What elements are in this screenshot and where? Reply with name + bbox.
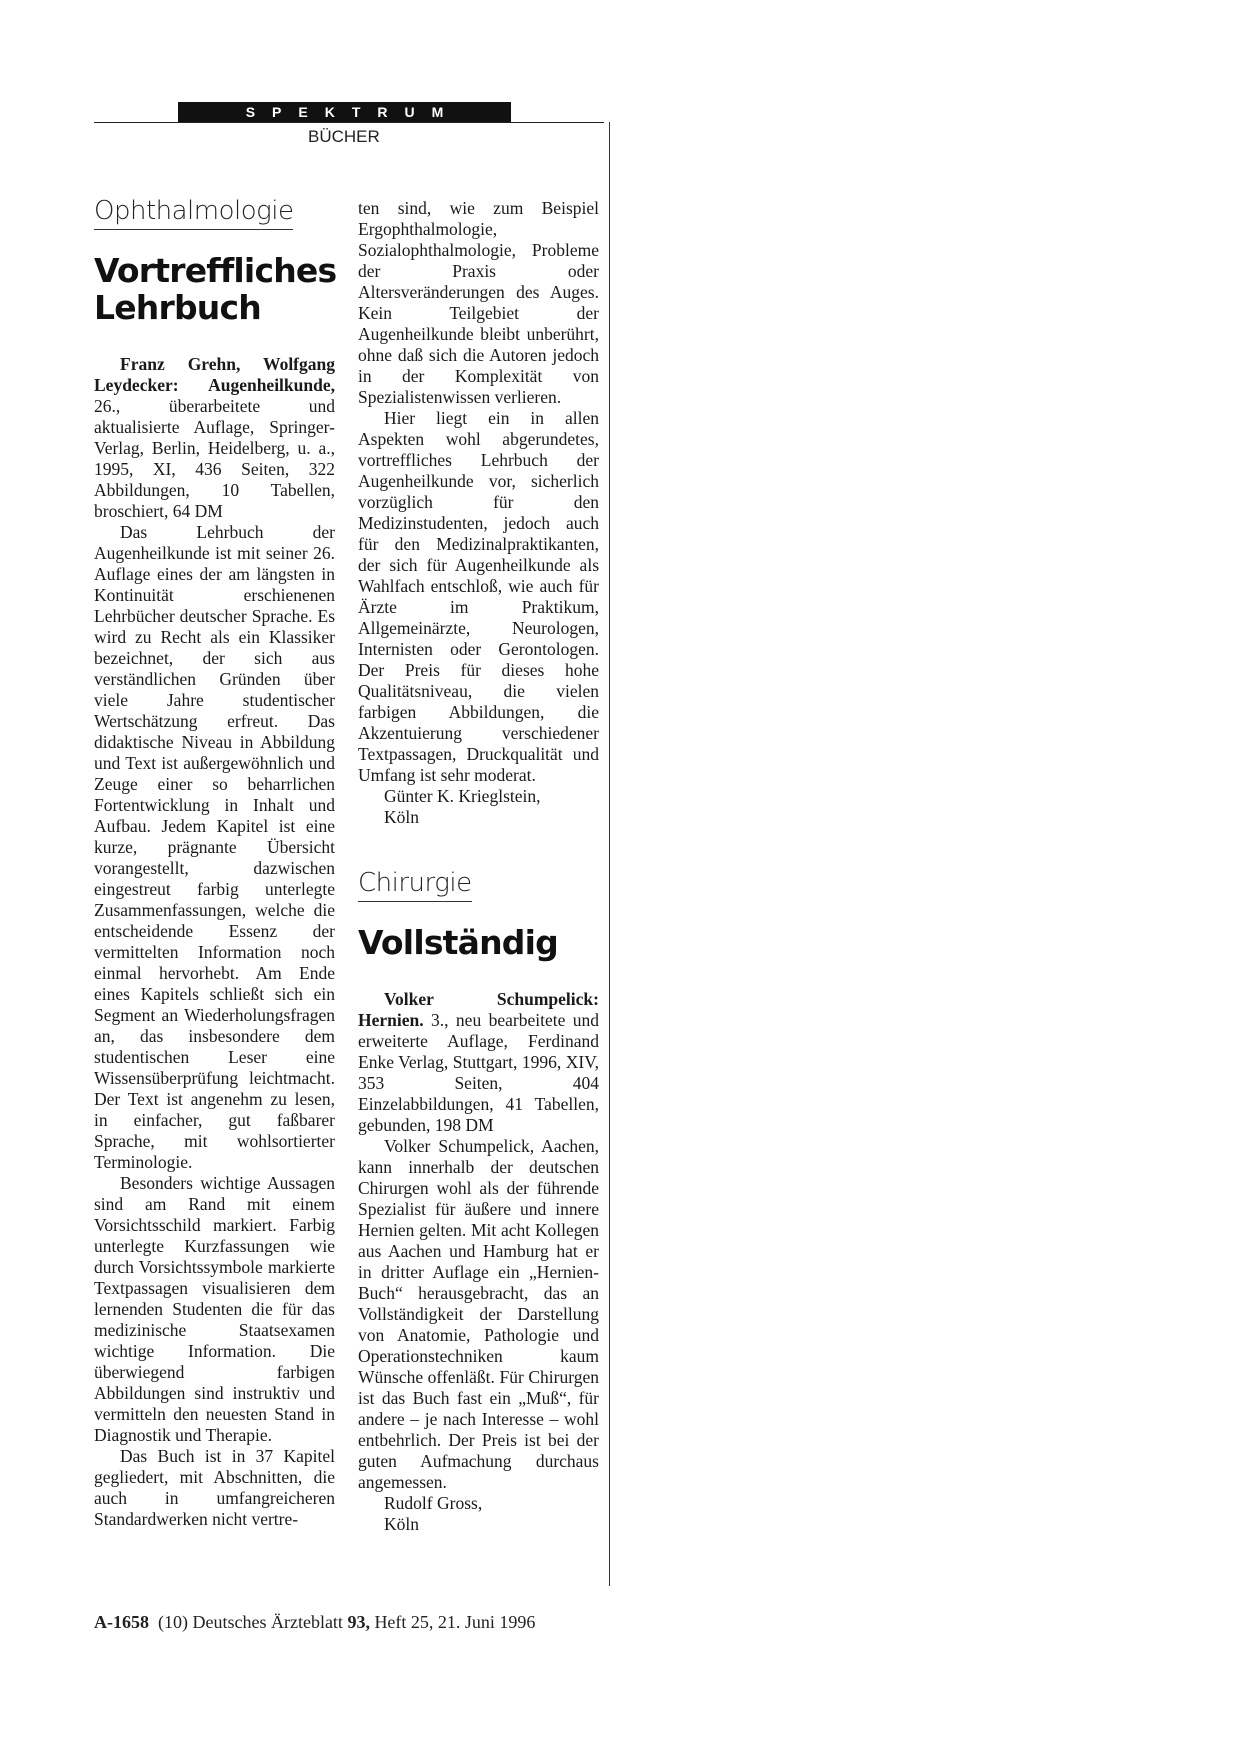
journal-volume: 93, bbox=[347, 1612, 370, 1632]
journal-issue: Heft 25, 21. Juni 1996 bbox=[374, 1612, 536, 1632]
section-subtitle: BÜCHER bbox=[308, 127, 380, 146]
column-rule bbox=[609, 122, 610, 1586]
headline-article1: Vortreffliches Lehrbuch bbox=[94, 251, 337, 327]
bibliography-article1: Franz Grehn, Wolfgang Leydecker: Augenheilkunde, 26., überarbeitete und aktualisierte Auflage, Springer-Verlag, Berlin, Heidelberg, u. a., 1995, XI, 436 Seiten, 322 Abbildungen, 10 Tabellen, broschiert, 64 DM bbox=[94, 354, 335, 521]
author-city: Köln bbox=[384, 807, 419, 827]
journal-name: (10) Deutsches Ärzteblatt bbox=[158, 1612, 343, 1632]
author-city: Köln bbox=[384, 1514, 419, 1534]
paragraph-continuation: ten sind, wie zum Beispiel Ergophthalmologie, Sozialophthalmologie, Probleme der Praxis oder Altersveränderungen des Auges. Kein Teilgebiet der Augenheilkunde bleibt unberührt, ohne daß sich die Autoren jedoch in der Komplexität von Spezialistenwissen verlieren. bbox=[358, 198, 599, 407]
paragraph: Hier liegt ein in allen Aspekten wohl abgerundetes, vortreffliches Lehrbuch der Augenheilkunde vor, sicherlich vorzüglich für den Medizinstudenten, jedoch auch für den Medizinalpraktikanten, der sich für Augenheilkunde als Wahlfach entschloß, wie auch für Ärzte im Praktikum, Allgemeinärzte, Neurologen, Internisten oder Gerontologen. Der Preis für dieses hohe Qualitätsniveau, die vielen farbigen Abbildungen, die Akzentuierung verschiedener Textpassagen, Druckqualität und Umfang ist sehr moderat. bbox=[358, 408, 599, 785]
section-kicker: SPEKTRUM bbox=[178, 102, 511, 122]
section-label-ophthalmology: Ophthalmologie bbox=[94, 196, 293, 230]
paragraph-continued: Das Buch ist in 37 Kapitel gegliedert, mit Abschnitten, die auch in umfangreicheren Standardwerken nicht vertre- bbox=[94, 1446, 335, 1529]
author-name: Rudolf Gross, bbox=[384, 1493, 483, 1513]
column-left bbox=[94, 196, 335, 1530]
header-rule bbox=[94, 122, 604, 123]
section-label-surgery: Chirurgie bbox=[358, 868, 472, 902]
page-number: A-1658 bbox=[94, 1612, 149, 1632]
paragraph: Das Lehrbuch der Augenheilkunde ist mit seiner 26. Auflage eines der am längsten in Kontinuität erschienenen Lehrbücher deutscher Sprache. Es wird zu Recht als ein Klassiker bezeichnet, der sich aus verständlichen Gründen über viele Jahre studentischer Wertschätzung erfreut. Das didaktische Niveau in Abbildung und Text ist außergewöhnlich und Zeuge einer so beharrlichen Fortentwicklung in Inhalt und Aufbau. Jedem Kapitel ist eine kurze, prägnante Übersicht vorangestellt, dazwischen eingestreut farbig unterlegte Zusammenfassungen, welche die entscheidende Essenz der vermittelten Information noch einmal hervorhebt. Am Ende eines Kapitels schließt sich ein Segment an Wiederholungsfragen an, das insbesondere dem studentischen Leser eine Wissensüberprüfung leichtmacht. Der Text ist angenehm zu lesen, in einfacher, gut faßbarer Sprache, mit wohlsortierter Terminologie. bbox=[94, 522, 335, 1172]
column-right bbox=[358, 198, 599, 1535]
paragraph: Besonders wichtige Aussagen sind am Rand mit einem Vorsichtsschild markiert. Farbig unterlegte Kurzfassungen wie durch Vorsichtssymbole markierte Textpassagen visualisieren dem lernenden Studenten die für das medizinische Staatsexamen wichtige Information. Die überwiegend farbigen Abbildungen sind instruktiv und vermitteln den neuesten Stand in Diagnostik und Therapie. bbox=[94, 1173, 335, 1445]
page-footer bbox=[94, 1612, 535, 1633]
bibliography-article2: Volker Schumpelick: Hernien. 3., neu bearbeitete und erweiterte Auflage, Ferdinand Enke Verlag, Stuttgart, 1996, XIV, 353 Seiten, 404 Einzelabbildungen, 41 Tabellen, gebunden, 198 DM bbox=[358, 989, 599, 1135]
paragraph: Volker Schumpelick, Aachen, kann innerhalb der deutschen Chirurgen wohl als der führende Spezialist für äußere und innere Hernien gelten. Mit acht Kollegen aus Aachen und Hamburg hat er in dritter Auflage ein „Hernien-Buch“ herausgebracht, das an Vollständigkeit der Darstellung von Anatomie, Pathologie und Operationstechniken kaum Wünsche offenläßt. Für Chirurgen ist das Buch fast ein „Muß“, für andere – je nach Interesse – wohl entbehrlich. Der Preis ist bei der guten Aufmachung durchaus angemessen. bbox=[358, 1136, 599, 1492]
author-name: Günter K. Krieglstein, bbox=[384, 786, 541, 806]
headline-article2: Vollständig bbox=[358, 923, 558, 962]
